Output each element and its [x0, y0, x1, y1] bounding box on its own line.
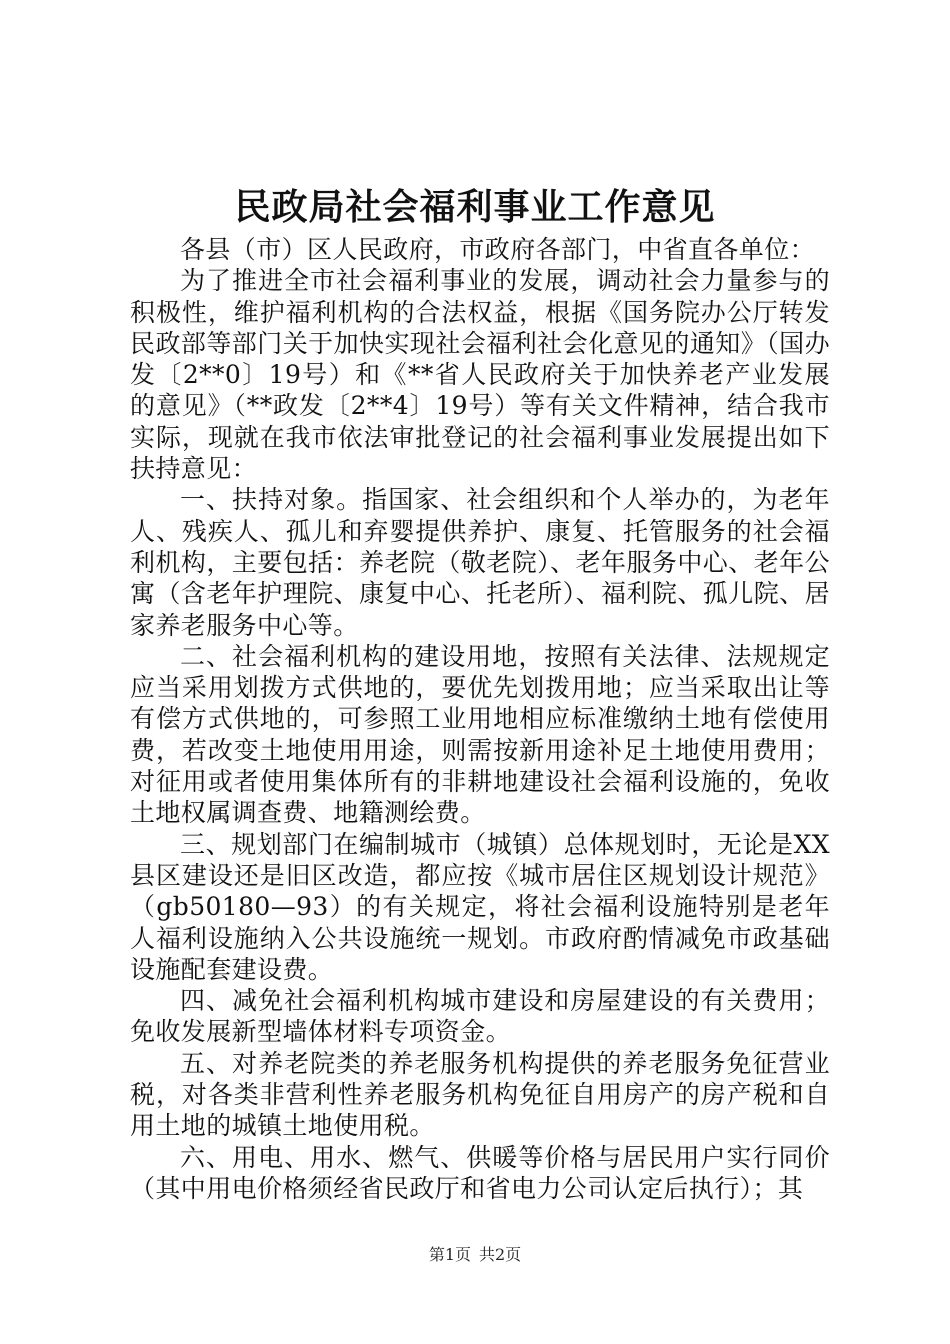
intro-paragraph: 为了推进全市社会福利事业的发展，调动社会力量参与的积极性，维护福利机构的合法权益，根据《国务院办公厅转发民政部等部门关于加快实现社会福利社会化意见的通知》（国办发〔2**0〕19号）和《**省人民政府关于加快养老产业发展的意见》（**政发〔2**4〕19号）等有关文件精神，结合我市实际，现就在我市依法审批登记的社会福利事业发展提出如下扶持意见：: [130, 266, 830, 484]
item-5-paragraph: 五、对养老院类的养老服务机构提供的养老服务免征营业税，对各类非营利性养老服务机构免征自用房产的房产税和自用土地的城镇土地使用税。: [130, 1048, 830, 1141]
document-title: 民政局社会福利事业工作意见: [234, 187, 716, 228]
item-1-paragraph: 一、扶持对象。指国家、社会组织和个人举办的，为老年人、残疾人、孤儿和弃婴提供养护、康复、托管服务的社会福利机构，主要包括：养老院（敬老院）、老年服务中心、老年公寓（含老年护理院、康复中心、托老所）、福利院、孤儿院、居家养老服务中心等。: [130, 485, 830, 640]
page-number: 第1页: [428, 1245, 471, 1264]
item-2-paragraph: 二、社会福利机构的建设用地，按照有关法律、法规规定应当采用划拨方式供地的，要优先划拨用地；应当采取出让等有偿方式供地的，可参照工业用地相应标准缴纳土地有偿使用费，若改变土地使用用途，则需按新用途补足土地使用费用；对征用或者使用集体所有的非耕地建设社会福利设施的，免收土地权属调查费、地籍测绘费。: [130, 641, 830, 828]
item-3-paragraph: 三、规划部门在编制城市（城镇）总体规划时，无论是XX县区建设还是旧区改造，都应按《城市居住区规划设计规范》（gb50180—93）的有关规定，将社会福利设施特别是老年人福利设施纳入公共设施统一规划。市政府酌情减免市政基础设施配套建设费。: [130, 829, 830, 984]
item-4-paragraph: 四、减免社会福利机构城市建设和房屋建设的有关费用；免收发展新型墙体材料专项资金。: [130, 986, 830, 1047]
salutation-paragraph: 各县（市）区人民政府，市政府各部门，中省直各单位：: [180, 235, 816, 264]
page-total: 共2页: [479, 1245, 522, 1264]
item-6-paragraph: 六、用电、用水、燃气、供暖等价格与居民用户实行同价（其中用电价格须经省民政厅和省电力公司认定后执行）；其: [130, 1142, 830, 1203]
page-footer: [0, 1244, 950, 1266]
document-body: [130, 234, 830, 1204]
